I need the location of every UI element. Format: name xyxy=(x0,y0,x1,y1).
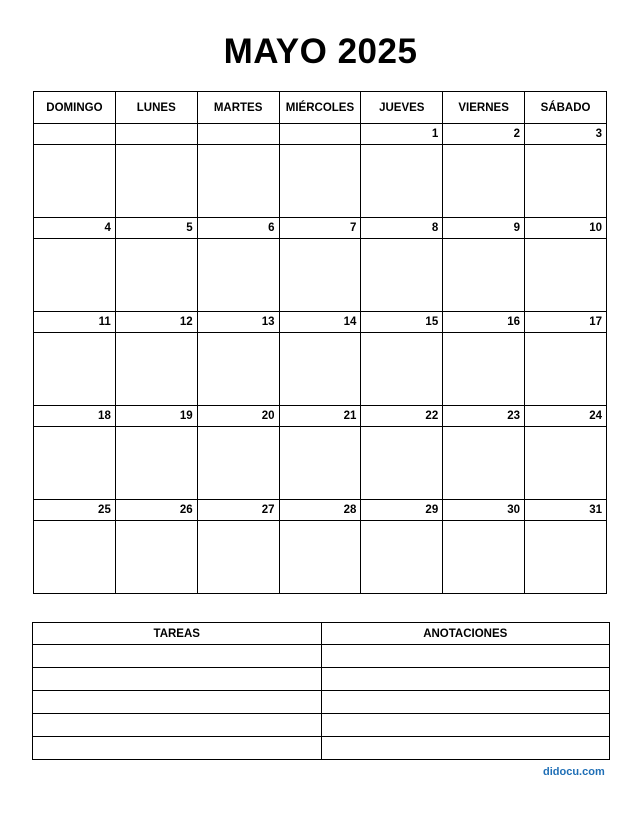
week-body-row xyxy=(34,333,607,406)
annotation-cell[interactable] xyxy=(321,737,610,760)
day-cell[interactable] xyxy=(115,239,197,312)
day-number: 18 xyxy=(34,406,116,427)
day-cell[interactable] xyxy=(443,145,525,218)
day-cell[interactable] xyxy=(197,333,279,406)
day-cell[interactable] xyxy=(525,333,607,406)
week-body-row xyxy=(34,427,607,500)
day-number: 2 xyxy=(443,124,525,145)
weekday-tuesday: MARTES xyxy=(197,92,279,124)
day-number: 7 xyxy=(279,218,361,239)
day-cell[interactable] xyxy=(197,427,279,500)
day-cell[interactable] xyxy=(34,145,116,218)
notes-row xyxy=(33,645,610,668)
day-number: 30 xyxy=(443,500,525,521)
annotation-cell[interactable] xyxy=(321,691,610,714)
day-number: 28 xyxy=(279,500,361,521)
day-number: 8 xyxy=(361,218,443,239)
day-cell[interactable] xyxy=(279,239,361,312)
weekday-thursday: JUEVES xyxy=(361,92,443,124)
day-cell[interactable] xyxy=(115,521,197,594)
day-cell[interactable] xyxy=(279,333,361,406)
day-number: 22 xyxy=(361,406,443,427)
day-cell[interactable] xyxy=(361,427,443,500)
day-number: 17 xyxy=(525,312,607,333)
week-number-row xyxy=(34,406,607,427)
day-cell[interactable] xyxy=(279,427,361,500)
day-number: 14 xyxy=(279,312,361,333)
day-cell[interactable] xyxy=(443,333,525,406)
annotations-header: ANOTACIONES xyxy=(321,623,610,645)
weekday-saturday: SÁBADO xyxy=(525,92,607,124)
brand-link[interactable]: didocu.com xyxy=(543,766,605,778)
notes-row xyxy=(33,691,610,714)
week-number-row xyxy=(34,218,607,239)
day-cell[interactable] xyxy=(197,145,279,218)
day-cell[interactable] xyxy=(34,239,116,312)
tasks-header: TAREAS xyxy=(33,623,322,645)
day-cell[interactable] xyxy=(197,239,279,312)
day-number: 21 xyxy=(279,406,361,427)
annotation-cell[interactable] xyxy=(321,668,610,691)
day-number xyxy=(197,124,279,145)
day-cell[interactable] xyxy=(34,521,116,594)
task-cell[interactable] xyxy=(33,645,322,668)
day-number xyxy=(34,124,116,145)
day-number: 27 xyxy=(197,500,279,521)
annotation-cell[interactable] xyxy=(321,645,610,668)
day-cell[interactable] xyxy=(525,239,607,312)
day-number: 20 xyxy=(197,406,279,427)
day-cell[interactable] xyxy=(279,521,361,594)
day-cell[interactable] xyxy=(115,145,197,218)
task-cell[interactable] xyxy=(33,691,322,714)
day-number: 3 xyxy=(525,124,607,145)
day-cell[interactable] xyxy=(115,427,197,500)
day-number xyxy=(279,124,361,145)
day-number: 11 xyxy=(34,312,116,333)
notes-row xyxy=(33,714,610,737)
day-number: 19 xyxy=(115,406,197,427)
day-number: 16 xyxy=(443,312,525,333)
day-number: 13 xyxy=(197,312,279,333)
day-number: 31 xyxy=(525,500,607,521)
day-cell[interactable] xyxy=(361,145,443,218)
day-cell[interactable] xyxy=(361,239,443,312)
day-number: 10 xyxy=(525,218,607,239)
day-number: 23 xyxy=(443,406,525,427)
day-number: 15 xyxy=(361,312,443,333)
day-cell[interactable] xyxy=(361,333,443,406)
day-cell[interactable] xyxy=(525,521,607,594)
day-number: 4 xyxy=(34,218,116,239)
day-number: 25 xyxy=(34,500,116,521)
day-number: 26 xyxy=(115,500,197,521)
day-number: 29 xyxy=(361,500,443,521)
day-number xyxy=(115,124,197,145)
day-number: 5 xyxy=(115,218,197,239)
day-cell[interactable] xyxy=(34,427,116,500)
day-cell[interactable] xyxy=(525,145,607,218)
day-cell[interactable] xyxy=(525,427,607,500)
notes-row xyxy=(33,737,610,760)
week-body-row xyxy=(34,145,607,218)
notes-row xyxy=(33,668,610,691)
week-number-row xyxy=(34,312,607,333)
day-number: 12 xyxy=(115,312,197,333)
weekday-header-row xyxy=(34,92,607,124)
day-number: 1 xyxy=(361,124,443,145)
day-number: 24 xyxy=(525,406,607,427)
annotation-cell[interactable] xyxy=(321,714,610,737)
week-number-row xyxy=(34,500,607,521)
notes-table xyxy=(32,622,610,760)
day-cell[interactable] xyxy=(361,521,443,594)
day-cell[interactable] xyxy=(443,521,525,594)
task-cell[interactable] xyxy=(33,668,322,691)
day-cell[interactable] xyxy=(279,145,361,218)
day-cell[interactable] xyxy=(115,333,197,406)
weekday-monday: LUNES xyxy=(115,92,197,124)
day-cell[interactable] xyxy=(443,239,525,312)
week-body-row xyxy=(34,521,607,594)
calendar-grid xyxy=(33,91,607,594)
task-cell[interactable] xyxy=(33,714,322,737)
day-number: 6 xyxy=(197,218,279,239)
day-cell[interactable] xyxy=(197,521,279,594)
weekday-sunday: DOMINGO xyxy=(34,92,116,124)
day-number: 9 xyxy=(443,218,525,239)
week-number-row xyxy=(34,124,607,145)
weekday-friday: VIERNES xyxy=(443,92,525,124)
week-body-row xyxy=(34,239,607,312)
page-title: MAYO 2025 xyxy=(223,32,418,71)
weekday-wednesday: MIÉRCOLES xyxy=(279,92,361,124)
task-cell[interactable] xyxy=(33,737,322,760)
day-cell[interactable] xyxy=(34,333,116,406)
day-cell[interactable] xyxy=(443,427,525,500)
